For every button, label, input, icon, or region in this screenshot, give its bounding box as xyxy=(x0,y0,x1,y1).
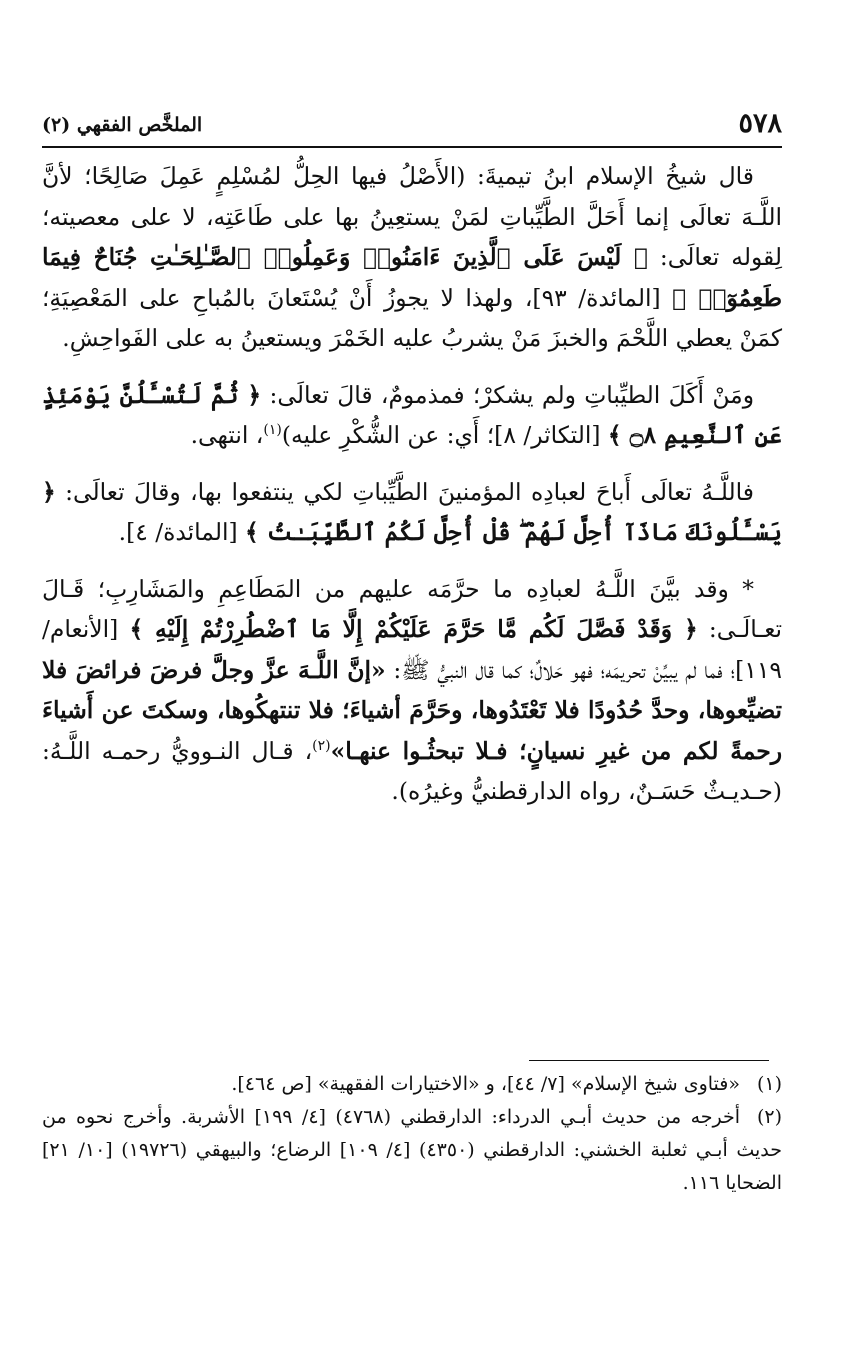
paragraph-text: * وقد بيَّنَ اللَّـهُ لعبادِه ما حرَّمَه عليهم من المَطَاعِمِ والمَشَارِبِ؛ قَـالَ تعـالَـى: xyxy=(42,574,782,643)
paragraph-2 xyxy=(42,375,782,456)
footnote-reference[interactable]: (١) xyxy=(263,422,282,439)
footnote-rule xyxy=(529,1060,769,1061)
paragraph-text: [المائدة/ ٤]. xyxy=(118,518,246,546)
running-title: الملخَّص الفقهي (٢) xyxy=(42,114,203,136)
paragraph-1 xyxy=(42,156,782,359)
footnote xyxy=(42,1101,782,1200)
footnote-text: أخرجه من حديث أبـي الدرداء: الدارقطني (٤٧٦٨) [٤/ ١٩٩] الأشربة. وأخرج نحوه من حديث أبـي ثعلبة الخشني: الدارقطني (٤٣٥٠) [٤/ ١٠٩] الرضاع؛ والبيهقي (١٩٧٢٦) [١٠/ ٢١] الضحايا ١١٦. xyxy=(42,1106,782,1194)
footnote-number: (١) xyxy=(756,1073,782,1095)
header-rule xyxy=(42,146,782,148)
quran-verse: ﴿ يَسْـَٔلُونَكَ مَاذَآ أُحِلَّ لَهُمْ ۖ قُلْ أُحِلَّ لَكُمُ ٱلطَّيِّبَـٰتُ ﴾ xyxy=(42,477,782,546)
footnote-text: «فتاوى شيخ الإسلام» [٧/ ٤٤]، و «الاختيارات الفقهية» [ص ٤٦٤]. xyxy=(231,1073,740,1095)
paragraph-text: ، قـال النـوويُّ رحمـه اللَّـهُ: (حـديـثٌ حَسَـنٌ، رواه الدارقطنيُّ وغيرُه). xyxy=(42,736,782,805)
quran-verse: ﴿ لَيْسَ عَلَى ٱلَّذِينَ ءَامَنُوا۟ وَعَمِلُوا۟ ٱلصَّـٰلِحَـٰتِ جُنَاحٌ فِيمَا طَعِمُوٓا۟ ﴾ xyxy=(42,243,782,312)
paragraph-text: فاللَّـهُ تعالَى أَباحَ لعبادِه المؤمنينَ الطَّيِّباتِ لكي ينتفعوا بها، وقالَ تعالَى: xyxy=(55,477,754,506)
paragraph-text: [المائدة/ ٩٣]، ولهذا لا يجوزُ أَنْ يُسْتَعانَ بالمُباحِ على المَعْصِيَةِ؛ كمَنْ يعطي اللَّحْمَ والخبزَ مَنْ يشربُ عليه الخَمْرَ ويستعينُ به على الفَواحِشِ. xyxy=(42,283,782,352)
body-text xyxy=(42,156,782,812)
paragraph-4 xyxy=(42,569,782,812)
quran-verse: ﴿ ثُمَّ لَتُسْـَٔلُنَّ يَوْمَئِذٍ عَنِ ٱلنَّعِيمِ ۝٨ ﴾ xyxy=(42,380,782,449)
page-number: ٥٧٨ xyxy=(738,108,782,139)
hadith-quote: «إنَّ اللَّـهَ عزَّ وجلَّ فرضَ فرائضَ فلا تضيِّعوها، وحدَّ حُدُودًا فلا تَعْتَدُوها، وحَرَّمَ أشياءَ؛ فلا تنتهكُوها، وسكتَ عن أَشياءَ رحمةً لكم من غيرِ نسيانٍ؛ فـلا تبحثُـوا عنهـا» xyxy=(42,655,783,765)
page-header xyxy=(42,108,782,140)
paragraph-3 xyxy=(42,472,782,553)
paragraph-text: [التكاثر/ ٨]؛ أَي: عن الشُّكْرِ عليه) xyxy=(281,421,608,449)
footnote-reference[interactable]: (٢) xyxy=(312,737,331,754)
paragraph-text: [الأنعام/ ١١٩]؛ فما لم يبيِّنْ تحريمَه؛ فهو حَلالٌ؛ كما قال النبيُّ ﷺ: xyxy=(42,615,782,684)
paragraph-text: ومَنْ أَكَلَ الطيِّباتِ ولم يشكرْ؛ فمذمومٌ، قالَ تعالَى: xyxy=(261,380,755,409)
paragraph-text: ، انتهى. xyxy=(190,421,264,449)
footnote-number: (٢) xyxy=(756,1106,783,1128)
quran-verse: ﴿ وَقَدْ فَصَّلَ لَكُم مَّا حَرَّمَ عَلَيْكُمْ إِلَّا مَا ٱضْطُرِرْتُمْ إِلَيْهِ ﴾ xyxy=(129,615,698,643)
footnotes xyxy=(42,1068,782,1200)
footnote xyxy=(42,1068,782,1101)
paragraph-text: قال شيخُ الإسلام ابنُ تيميةَ: (الأَصْلُ فيها الحِلُّ لمُسْلِمٍ عَمِلَ صَالِحًا؛ لأنَّ اللَّـهَ تعالَى إنما أَحَلَّ الطَّيِّباتِ لمَنْ يستعِينُ بها على طَاعَتِه، لا على معصيته؛ لِقوله تعالَى: xyxy=(42,162,782,271)
